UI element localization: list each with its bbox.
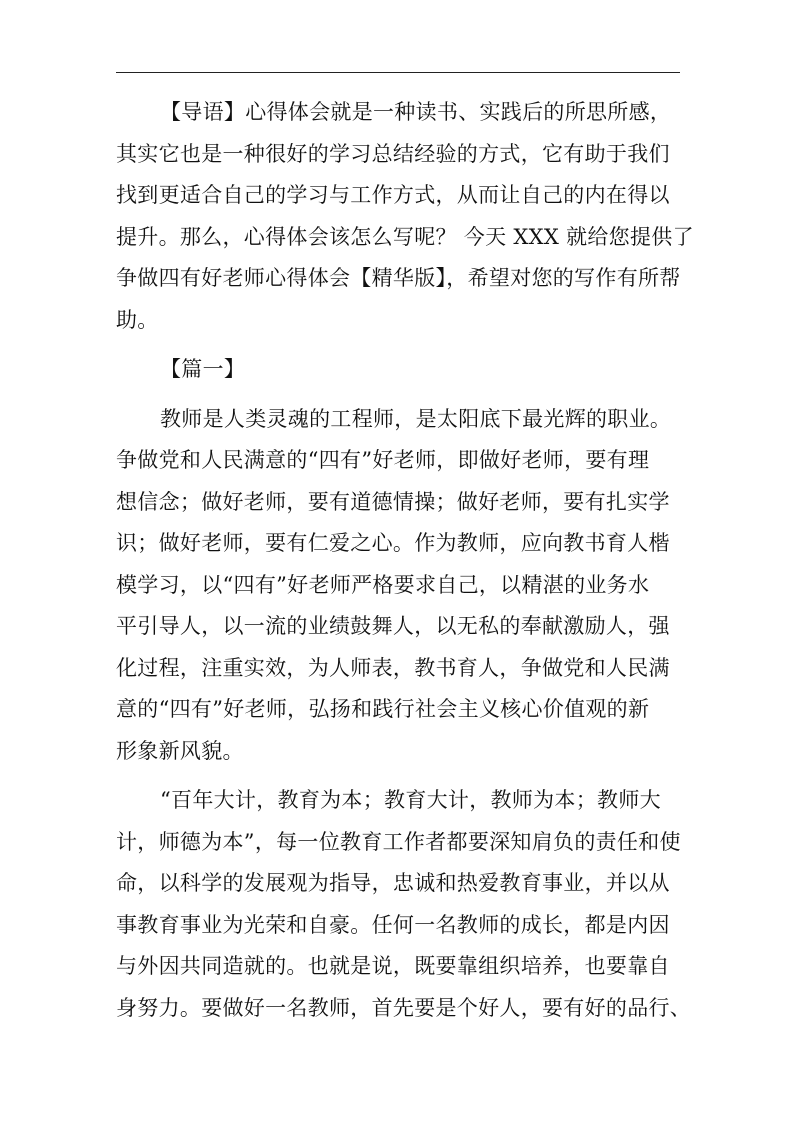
text-line: “百年大计，教育为本；教育大计，教师为本；教师大 bbox=[160, 788, 661, 812]
text-line: 提升。那么，心得体会该怎么写呢？ 今天 XXX 就给您提供了 bbox=[116, 224, 694, 249]
text-line: 模学习，以“四有”好老师严格要求自己，以精湛的业务水 bbox=[116, 572, 650, 597]
intro-paragraph bbox=[116, 92, 706, 341]
document-body bbox=[116, 92, 706, 1029]
text-line: 与外因共同造就的。也就是说，既要靠组织培养，也要靠自 bbox=[116, 954, 670, 978]
text-line: 化过程，注重实效，为人师表，教书育人，争做党和人民满 bbox=[116, 655, 670, 680]
text-line: 平引导人，以一流的业绩鼓舞人，以无私的奉献激励人，强 bbox=[116, 614, 670, 638]
text-line: 找到更适合自己的学习与工作方式，从而让自己的内在得以 bbox=[116, 183, 670, 207]
text-line: 事教育事业为光荣和自豪。任何一名教师的成长，都是内因 bbox=[116, 912, 670, 937]
text-line: 争做四有好老师心得体会【精华版】，希望对您的写作有所帮 bbox=[116, 266, 681, 290]
text-line: 想信念；做好老师，要有道德情操；做好老师，要有扎实学 bbox=[116, 489, 670, 514]
body-paragraph-2 bbox=[116, 780, 706, 1029]
header-rule bbox=[116, 72, 680, 73]
text-line: 识；做好老师，要有仁爱之心。作为教师，应向教书育人楷 bbox=[116, 531, 670, 555]
text-line: 计，师德为本”，每一位教育工作者都要深知肩负的责任和使 bbox=[116, 829, 681, 854]
text-line: 命，以科学的发展观为指导，忠诚和热爱教育事业，并以从 bbox=[116, 871, 670, 895]
text-line: 形象新风貌。 bbox=[116, 738, 244, 763]
text-line: 教师是人类灵魂的工程师，是太阳底下最光辉的职业。 bbox=[160, 406, 672, 431]
text-line: 其实它也是一种很好的学习总结经验的方式，它有助于我们 bbox=[116, 141, 670, 166]
text-line: 助。 bbox=[116, 307, 159, 332]
text-line: 身努力。要做好一名教师，首先要是个好人，要有好的品行、 bbox=[116, 995, 692, 1020]
body-paragraph-1 bbox=[116, 399, 706, 773]
section-heading: 【篇一】 bbox=[160, 357, 246, 381]
text-line: 争做党和人民满意的“四有”好老师，即做好老师，要有理 bbox=[116, 448, 650, 472]
text-line: 意的“四有”好老师，弘扬和践行社会主义核心价值观的新 bbox=[116, 697, 650, 721]
text-line: 【导语】心得体会就是一种读书、实践后的所思所感， bbox=[160, 100, 672, 124]
